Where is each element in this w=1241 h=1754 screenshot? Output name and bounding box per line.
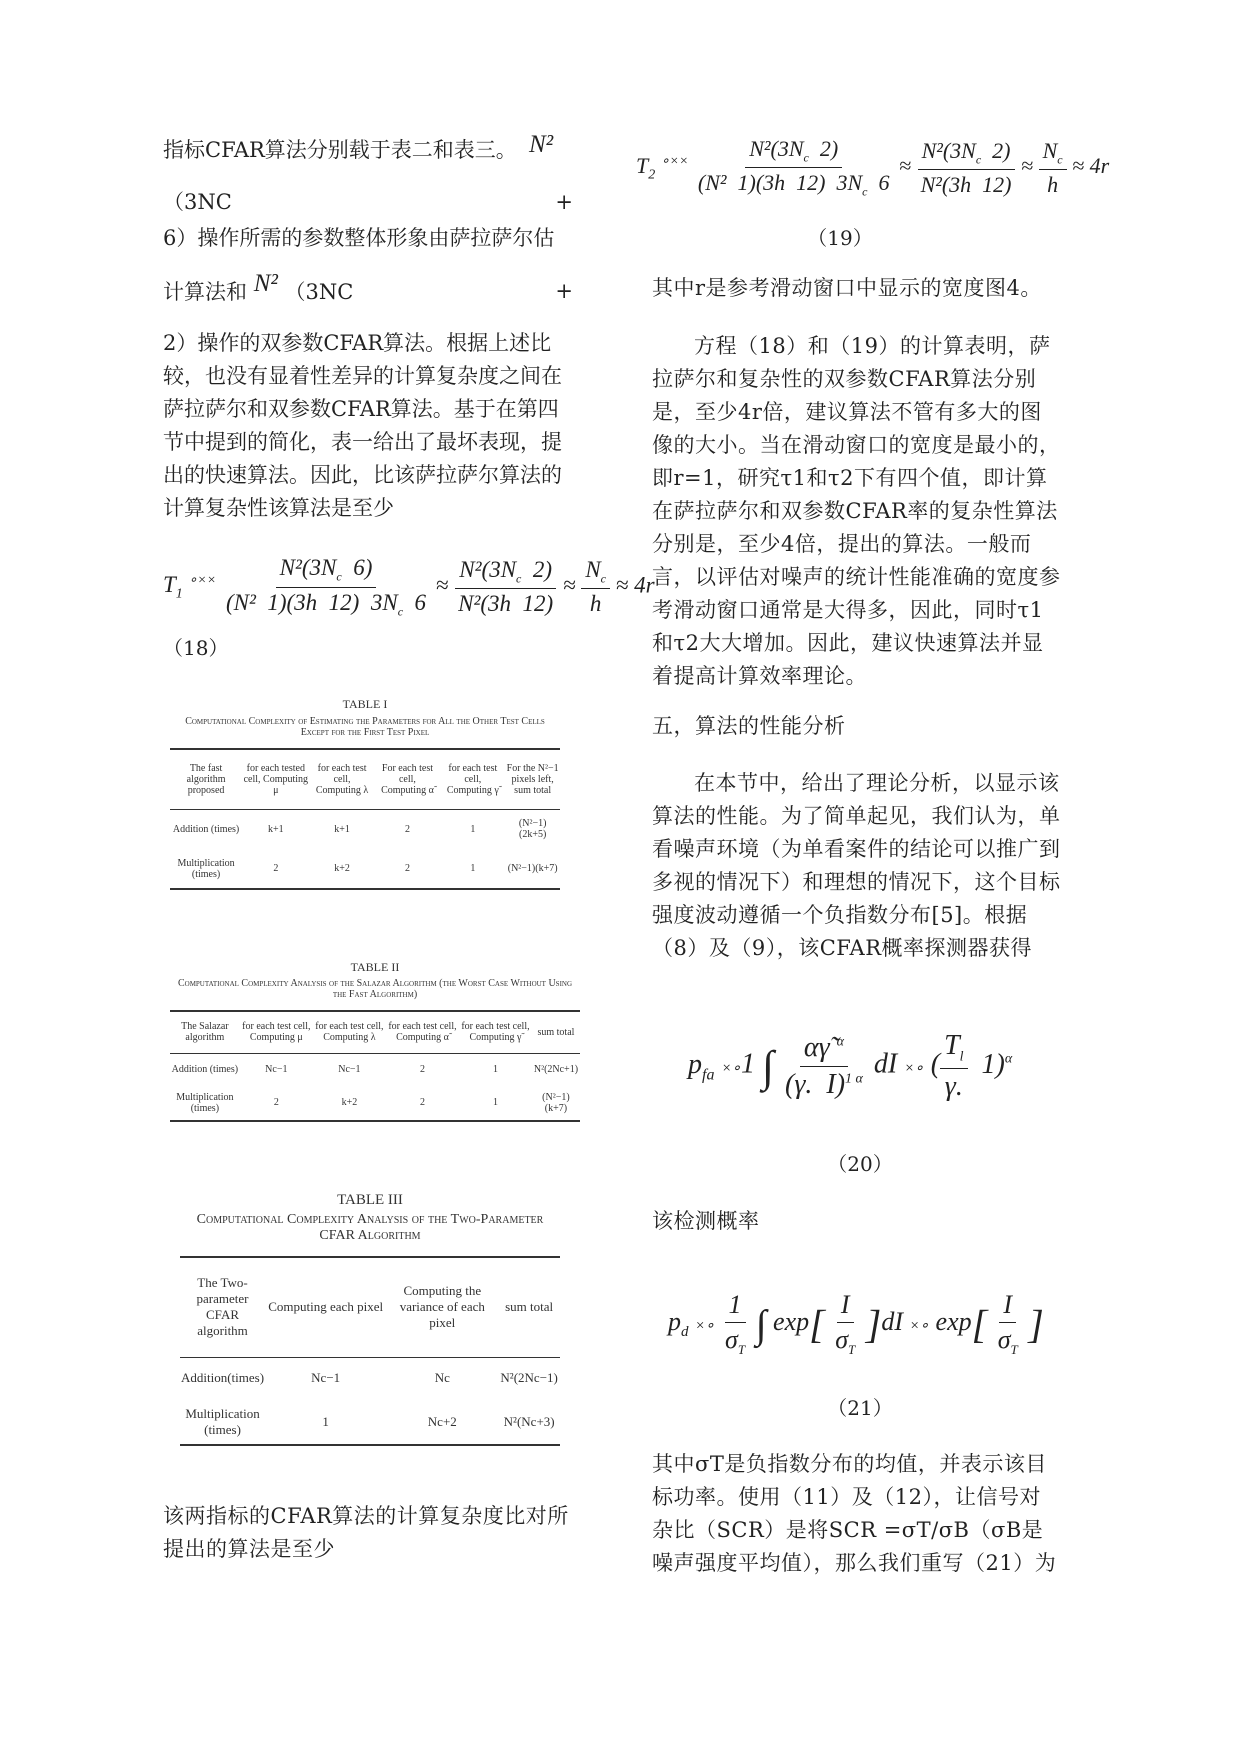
table-1 (170, 697, 560, 890)
equation-21: $p_d$ ×∘ $\frac{1}{\sigma_T}$ ∫ exp[ $\frac{I}{\sigma_T}$ ]dI ×∘ exp[ $\frac{I}{\sigma_T}$ ] (668, 1290, 1044, 1358)
table-2-cell: Nc−1 (338, 1063, 361, 1075)
table-1-title: TABLE I (342, 697, 388, 711)
table-2-cell: 1 (492, 1097, 498, 1108)
section-5-heading: 五，算法的性能分析 (652, 714, 846, 738)
table-1-header: for each test cell, Computing γ̃ (446, 762, 499, 796)
plus-sign: + (555, 190, 573, 214)
table-1-cell: k+1 (268, 823, 284, 835)
table-1-header: For the N²−1 pixels left, sum total (506, 762, 559, 796)
table-2-cell: (N²−1)(k+7) (542, 1091, 570, 1114)
table-3-cell: N²(2Nc−1) (500, 1370, 558, 1386)
table-2-cell: 2 (273, 1097, 279, 1108)
n-squared-symbol: N² (529, 131, 554, 158)
table-3 (180, 1192, 560, 1446)
table-2 (170, 960, 580, 1122)
equation-20-number: （20） (827, 1152, 893, 1176)
table-2-caption: Computational Complexity Analysis of the Salazar Algorithm (the Worst Case Without Using the Fast Algorithm) (177, 978, 573, 1000)
para1-line4-a: 计算法和 (163, 280, 247, 304)
table-2-header: for each test cell, Computing α̃ (388, 1021, 457, 1044)
table-1-cell: 2 (273, 863, 279, 874)
table-1-cell: (N²−1)(2k+5) (518, 818, 547, 841)
r-definition: 其中r是参考滑动窗口中显示的宽度图4。 (652, 276, 1042, 300)
table-3-header: Computing each pixel (268, 1299, 384, 1315)
table-2-cell: 2 (419, 1097, 425, 1108)
equation-18-number: （18） (163, 636, 229, 660)
table-3-title: TABLE III (337, 1192, 403, 1208)
para1-line3: 6）操作所需的参数整体形象由萨拉萨尔估 (163, 226, 555, 250)
table-1-header: for each tested cell, Computing μ (243, 762, 309, 796)
table-1-cell: 2 (404, 823, 410, 835)
table-3-cell: N²(Nc+3) (503, 1413, 555, 1429)
table-2-cell: Multiplication (times) (176, 1091, 234, 1114)
plus-sign-2: + (555, 279, 573, 303)
table-3-header: sum total (505, 1299, 554, 1315)
table-1-grid (170, 748, 560, 890)
left-paragraph-1 (163, 131, 573, 525)
table-3-cell: Nc (434, 1370, 450, 1386)
right-paragraph-2: 方程（18）和（19）的计算表明，萨拉萨尔和复杂性的双参数CFAR算法分别是，至少4r倍，建议算法不管有多大的图像的大小。当在滑动窗口的宽度是最小的，即r=1，研究τ1和τ2下有四个值，即计算在萨拉萨尔和双参数CFAR率的复杂性算法分别是，至少4倍，提出的算法。一般而言，以评估对噪声的统计性能准确的宽度参考滑动窗口通常是大得多，因此，同时τ1和τ2大大增加。因此，建议快速算法并显着提高计算效率理论。 (652, 334, 1061, 688)
para1-line2-a: （3NC (163, 190, 232, 214)
table-2-cell: Addition (times) (171, 1063, 239, 1075)
table-3-cell: 1 (322, 1413, 329, 1429)
table-2-header: for each test cell, Computing μ (242, 1021, 311, 1044)
equation-18: $T_1$ ∘×× $\frac{N^2(3N_c 6)}{(N^2 1)(3h 12) 3N_c 6}$ ≈ $\frac{N^2(3N_c 2)}{\text{N²(3h 12)}}$ ≈ $\frac{N_c}{h}$ ≈ 4r (163, 555, 655, 619)
table-2-header: for each test cell, Computing λ (315, 1021, 384, 1044)
equation-19-number: （19） (807, 226, 873, 250)
table-2-header: for each test cell, Computing γ̃ (461, 1021, 530, 1044)
table-2-cell: 2 (419, 1063, 425, 1075)
right-paragraph-4: 其中σT是负指数分布的均值，并表示该目标功率。使用（11）及（12），让信号对杂比（SCR）是将SCR =σT/σB（σB是噪声强度平均值），那么我们重写（21）为 (652, 1452, 1057, 1575)
equation-21-number: （21） (827, 1396, 893, 1420)
table-3-cell: Nc+2 (427, 1413, 457, 1429)
table-2-cell: 1 (492, 1063, 498, 1075)
table-3-header: The Two-parameter CFAR algorithm (196, 1275, 249, 1339)
table-3-grid (180, 1256, 560, 1446)
table-1-cell: 1 (470, 863, 476, 874)
detection-probability-label: 该检测概率 (652, 1209, 760, 1233)
table-1-caption: Computational Complexity of Estimating the Parameters for All the Other Test Cells Except for the First Test Pixel (185, 716, 545, 738)
table-3-cell: Addition(times) (181, 1370, 265, 1386)
table-1-cell: Addition (times) (172, 823, 240, 835)
table-2-cell: k+2 (341, 1097, 358, 1108)
table-1-cell: k+1 (334, 823, 350, 835)
table-3-caption: Computational Complexity Analysis of the Two-Parameter CFAR Algorithm (196, 1212, 544, 1243)
table-2-title: TABLE II (350, 960, 400, 974)
table-1-cell: k+2 (334, 863, 350, 874)
table-3-header: Computing the variance of each pixel (399, 1283, 485, 1331)
table-2-header: The Salazar algorithm (181, 1021, 229, 1044)
right-paragraph-3: 在本节中，给出了理论分析，以显示该算法的性能。为了简单起见，我们认为，单看噪声环境（为单看案件的结论可以推广到多视的情况下）和理想的情况下，这个目标强度波动遵循一个负指数分布[5]。根据（8）及（9），该CFAR概率探测器获得 (652, 771, 1061, 960)
n-squared-symbol-2: N² (253, 270, 278, 297)
table-1-header: The fast algorithm proposed (186, 762, 226, 796)
table-1-header: for each test cell, Computing λ (315, 762, 369, 796)
equation-19: $T_2$ ∘×× $\frac{N^2(3N_c 2)}{(N^2 1)(3h 12) 3N_c 6}$ ≈ $\frac{N^2(3N_c 2)}{\text{N²(3h 12)}}$ ≈ $\frac{N_c}{h}$ ≈ 4r (636, 136, 1110, 199)
left-closing-paragraph: 该两指标的CFAR算法的计算复杂度比对所提出的算法是至少 (163, 1504, 569, 1561)
table-1-cell: 1 (470, 823, 476, 835)
equation-20: $p_{fa}$ ×∘1 ∫ $\frac{\alpha\gammã ^\alpha}{(\gamma. I)^{1 \alpha}}$ dI ×∘ ( $\frac{T_l}{\gamma.}$ 1)$^\alpha$ (688, 1030, 1013, 1102)
table-3-cell: Nc−1 (311, 1370, 341, 1386)
para1-line1: 指标CFAR算法分别载于表二和表三。 (163, 138, 517, 162)
table-2-header: sum total (537, 1026, 575, 1038)
table-3-cell: Multiplication (times) (185, 1405, 260, 1437)
para1-line4-b: （3NC (284, 280, 354, 304)
table-1-cell: Multiplication (times) (177, 857, 235, 880)
table-2-cell: N²(2Nc+1) (533, 1063, 579, 1075)
para1-rest: 2）操作的双参数CFAR算法。根据上述比较，也没有显着性差异的计算复杂度之间在萨拉萨尔和双参数CFAR算法。基于在第四节中提到的简化，表一给出了最坏表现，提出的快速算法。因此，比该萨拉萨尔算法的计算复杂性该算法是至少 (163, 331, 562, 520)
table-1-cell: 2 (404, 863, 410, 874)
table-2-cell: Nc−1 (265, 1063, 288, 1075)
table-1-cell: (N²−1)(k+7) (507, 863, 558, 874)
table-2-grid (170, 1010, 580, 1122)
table-1-header: For each test cell, Computing α̃ (381, 762, 434, 796)
